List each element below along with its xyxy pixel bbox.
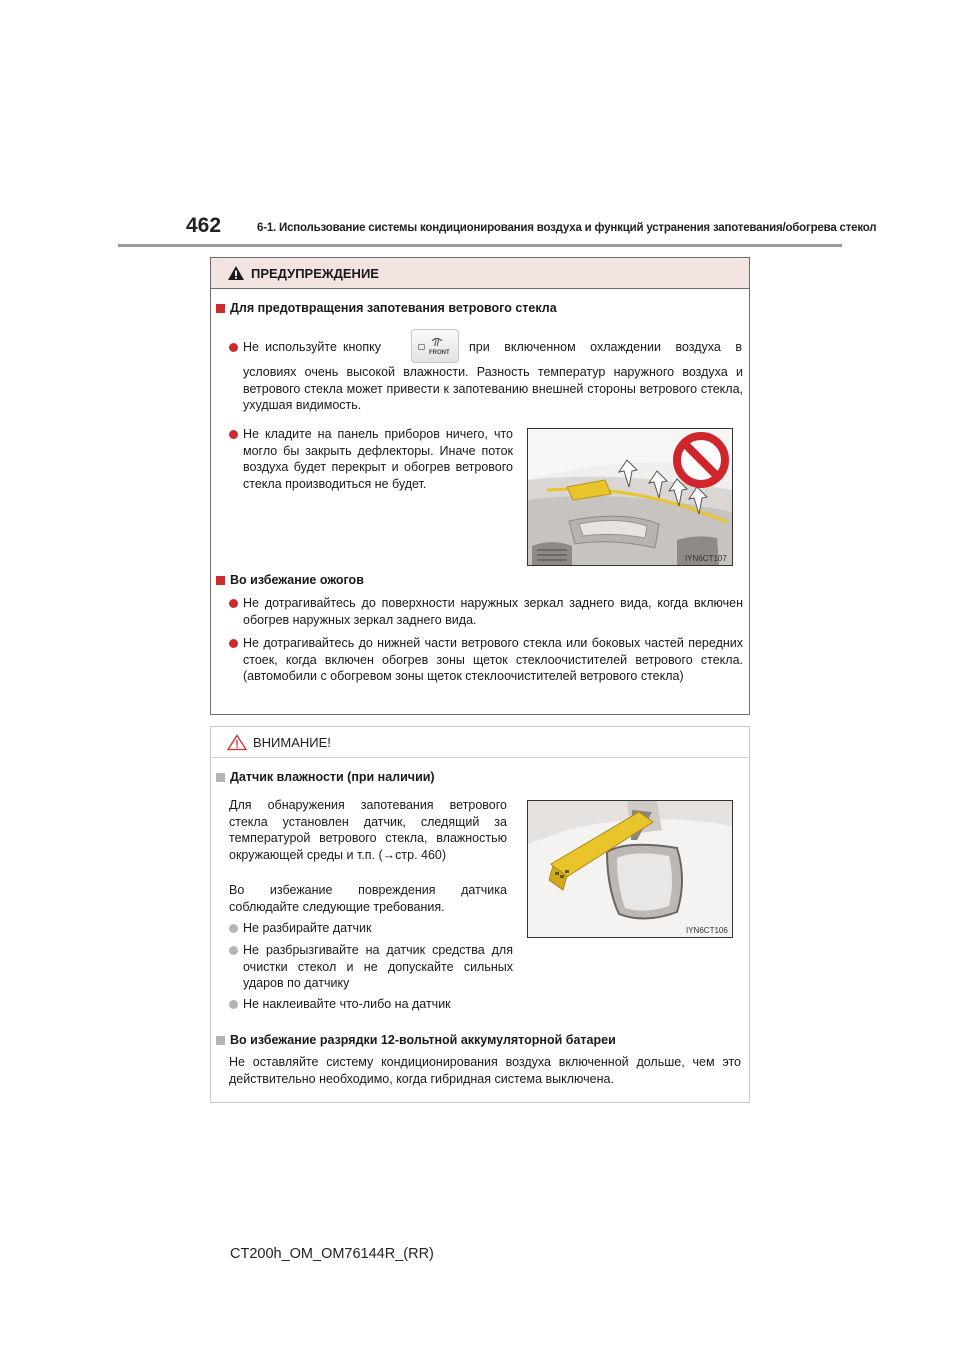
button-label: FRONT xyxy=(429,350,450,356)
sensor-illustration xyxy=(527,800,733,938)
round-bullet-icon xyxy=(229,639,238,648)
caution-triangle-icon xyxy=(227,734,247,751)
square-bullet-icon xyxy=(216,304,225,313)
warning-section-heading xyxy=(216,301,557,315)
warning-section-heading xyxy=(216,573,364,587)
bullet-text-part: Не используйте кнопку xyxy=(243,340,381,354)
heading-text: Датчик влажности (при наличии) xyxy=(230,770,435,784)
square-bullet-icon xyxy=(216,576,225,585)
caution-title: ВНИМАНИЕ! xyxy=(253,734,331,750)
bullet-text: Не наклеивайте что-либо на датчик xyxy=(243,997,451,1011)
round-bullet-icon xyxy=(229,599,238,608)
square-bullet-icon xyxy=(216,773,225,782)
round-bullet-icon xyxy=(229,924,238,933)
bullet-text: условиях очень высокой влажности. Разность температур наружного воздуха и ветрового стекла может привести к запотеванию внешней стороны ветрового стекла, ухудшая видимость. xyxy=(243,365,743,412)
dashboard-illustration xyxy=(527,428,733,566)
defrost-icon xyxy=(431,335,443,347)
front-defroster-button-icon xyxy=(411,329,459,363)
image-code: IYN6CT106 xyxy=(686,926,728,935)
heading-text: Во избежание разрядки 12-вольтной аккумуляторной батареи xyxy=(230,1033,616,1047)
bullet-text: Не разбирайте датчик xyxy=(243,921,372,935)
heading-text: Для предотвращения запотевания ветрового стекла xyxy=(230,301,557,315)
warning-title: ПРЕДУПРЕЖДЕНИЕ xyxy=(251,265,379,281)
image-code: IYN6CT107 xyxy=(685,554,727,563)
page-number: 462 xyxy=(186,214,222,237)
caution-header xyxy=(211,727,749,758)
bullet-text: Не дотрагивайтесь до нижней части ветрового стекла или боковых частей передних стоек, когда включен обогрев зоны щеток стеклоочистителей ветрового стекла. (автомобили с обогревом зоны щеток стеклоочистителей ветрового стекла) xyxy=(243,636,743,683)
round-bullet-icon xyxy=(229,430,238,439)
bullet-text: Не разбрызгивайте на датчик средства для очистки стекол и не допускайте сильных ударов по датчику xyxy=(243,943,513,990)
document-code: CT200h_OM_OM76144R_(RR) xyxy=(230,1246,434,1262)
square-bullet-icon xyxy=(216,1036,225,1045)
header-rule xyxy=(118,244,842,247)
paragraph: Во избежание повреждения датчика соблюдайте следующие требования. xyxy=(229,883,507,914)
paragraph: Не оставляйте систему кондиционирования воздуха включенной дольше, чем это действительно необходимо, когда гибридная система выключена. xyxy=(229,1055,741,1086)
caution-section-heading xyxy=(216,1033,616,1047)
warning-box xyxy=(210,257,750,715)
bullet-text: Не кладите на панель приборов ничего, что могло бы закрыть дефлекторы. Иначе поток воздуха будет перекрыт и обогрев ветрового стекла производиться не будет. xyxy=(243,427,513,491)
heading-text: Во избежание ожогов xyxy=(230,573,364,587)
paragraph: Для обнаружения запотевания ветрового стекла установлен датчик, следящий за температурой ветрового стекла, влажностью окружающей среды и т.п. (→стр. 460) xyxy=(229,798,507,862)
bullet-text: Не дотрагивайтесь до поверхности наружных зеркал заднего вида, когда включен обогрев наружных зеркал заднего вида. xyxy=(243,596,743,627)
warning-triangle-icon xyxy=(227,265,245,281)
caution-box xyxy=(210,726,750,1103)
round-bullet-icon xyxy=(229,343,238,352)
led-indicator xyxy=(418,344,425,350)
round-bullet-icon xyxy=(229,1000,238,1009)
bullet-text-part: при включенном охлаждении воздуха в xyxy=(469,340,742,354)
chapter-title: 6-1. Использование системы кондиционирования воздуха и функций устранения запотевания/обогрева стекол xyxy=(257,222,877,234)
warning-header xyxy=(211,258,749,289)
round-bullet-icon xyxy=(229,946,238,955)
caution-section-heading xyxy=(216,770,435,784)
